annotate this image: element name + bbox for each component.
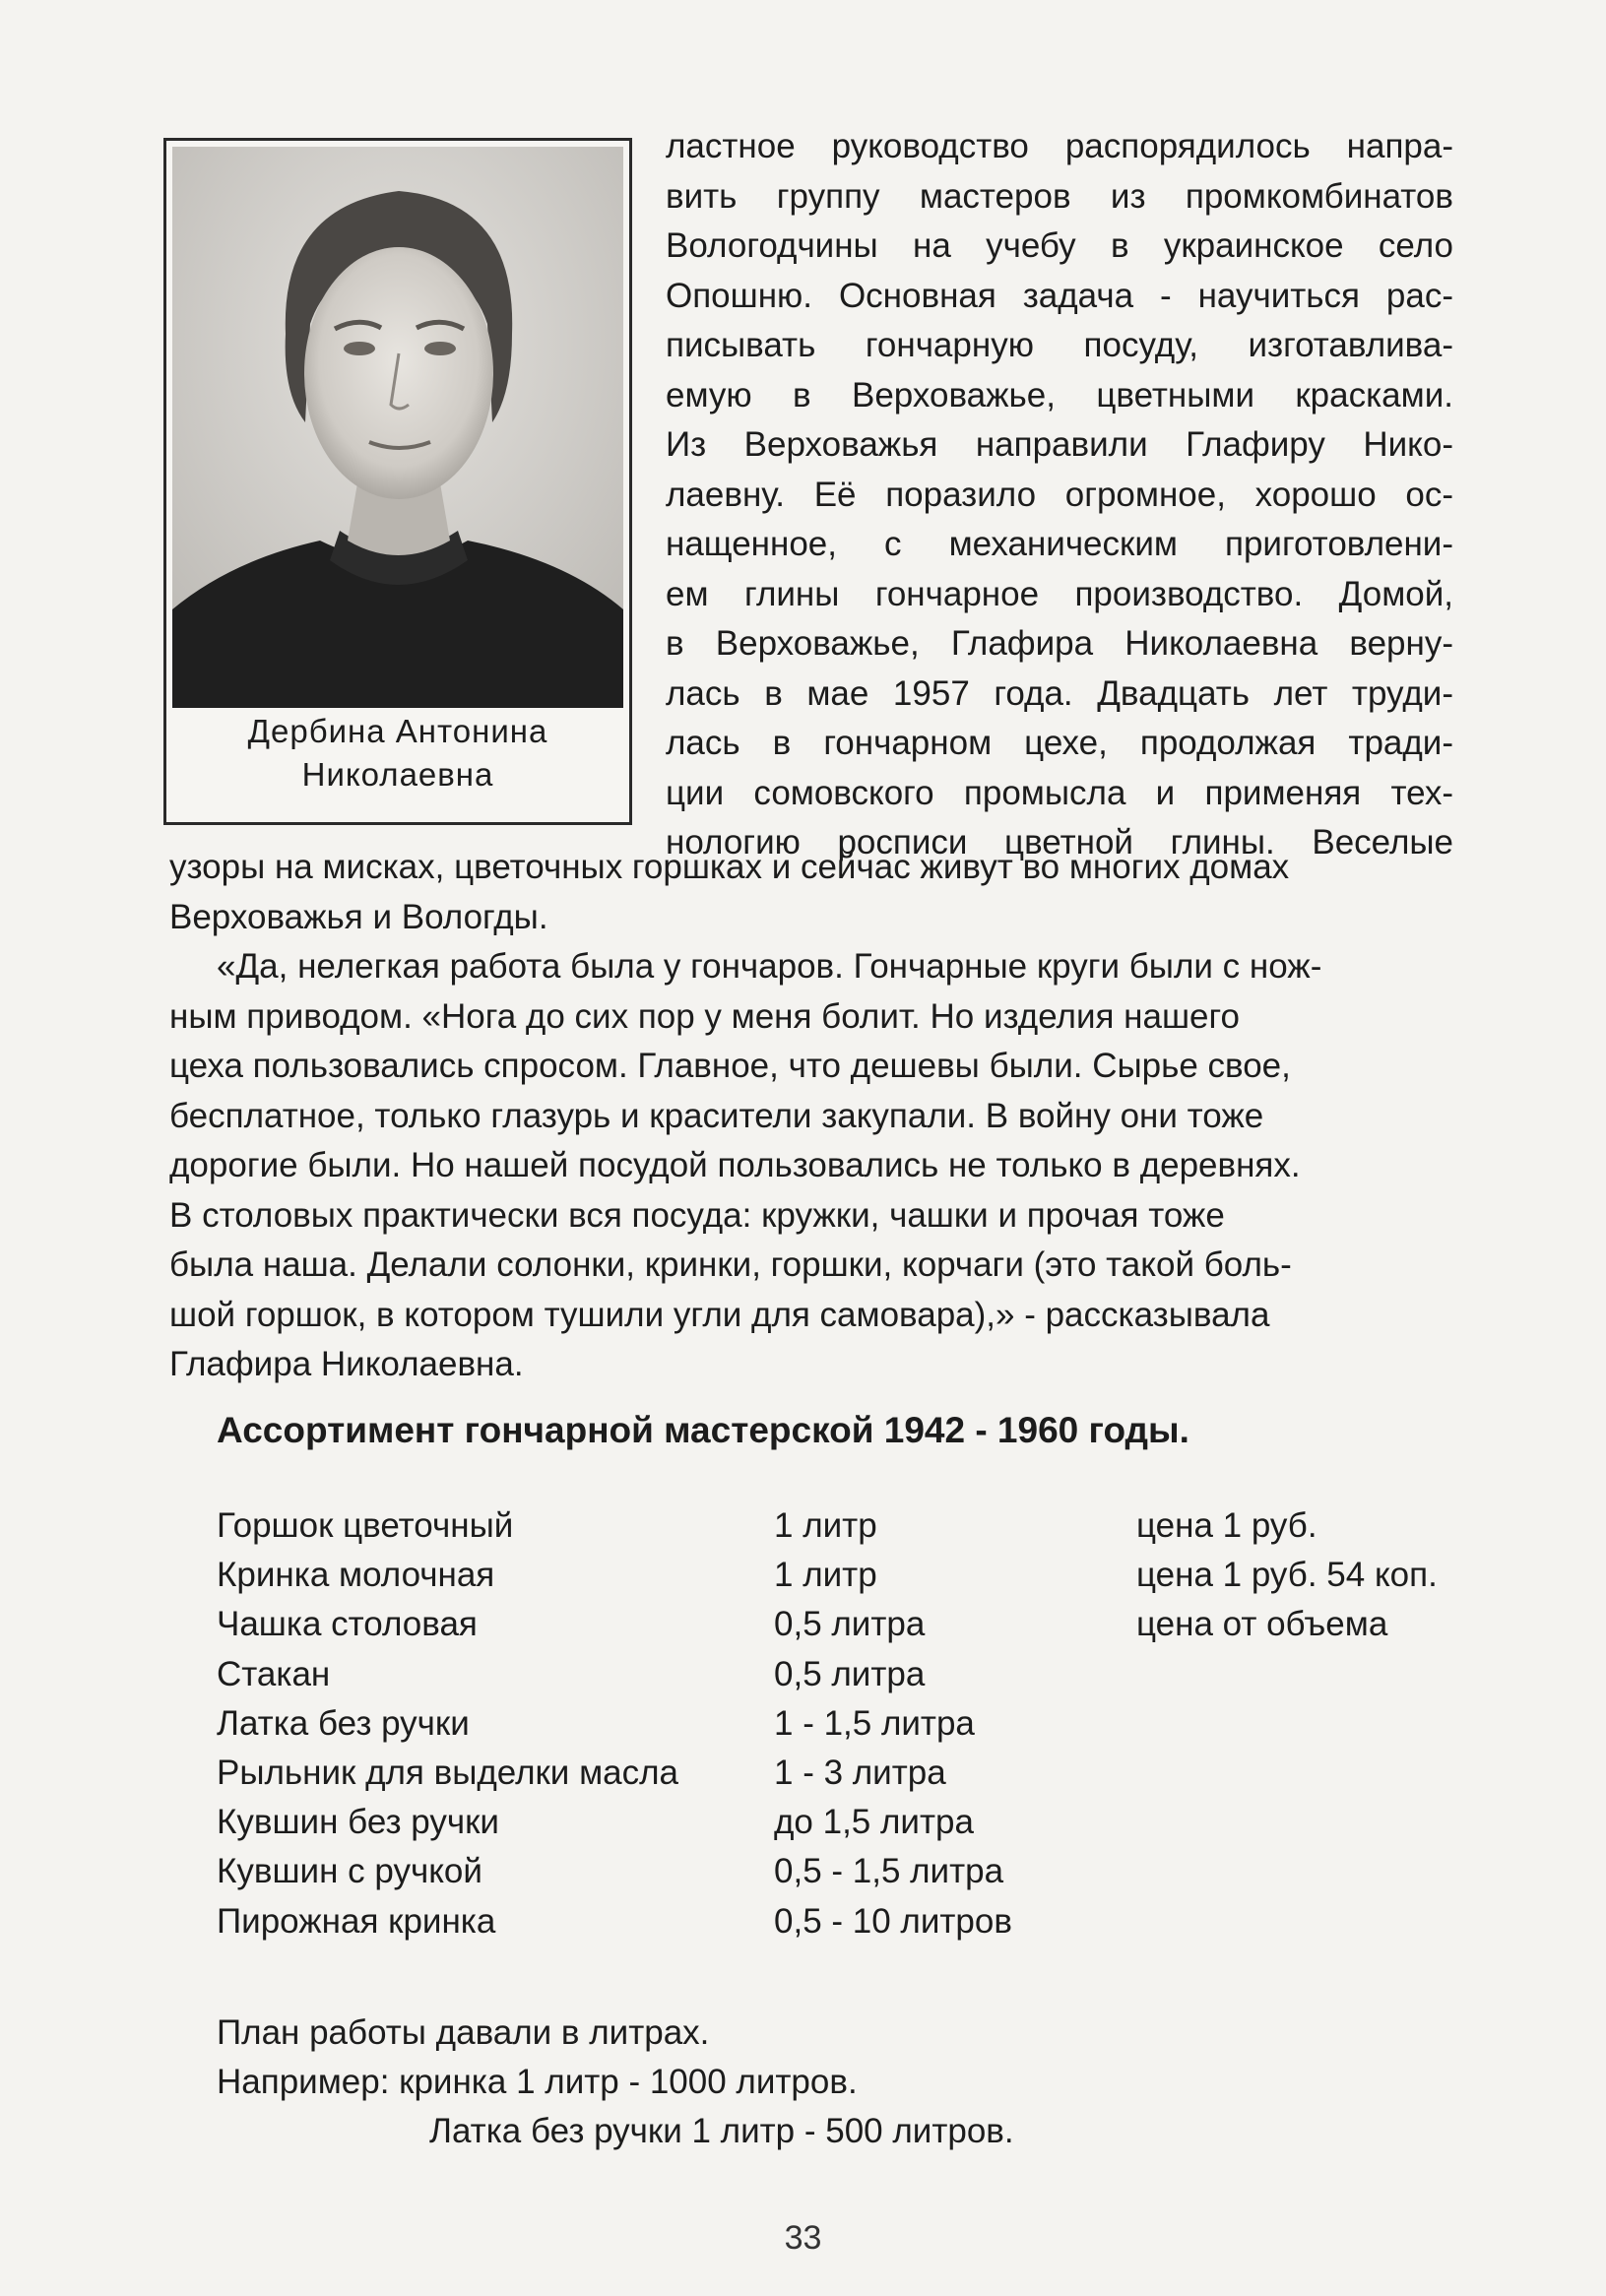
item-name: Горшок цветочный — [217, 1506, 514, 1545]
text-line: цеха пользовались спросом. Главное, что дешевы были. Сырье свое, — [169, 1047, 1291, 1085]
caption-line: Николаевна — [301, 756, 494, 793]
item-name: Кувшин без ручки — [217, 1803, 499, 1842]
text-line: План работы давали в литрах. — [217, 2013, 710, 2052]
table-row — [217, 1704, 1487, 1754]
item-volume: 0,5 литра — [774, 1654, 926, 1693]
text-line: писывать гончарную посуду, изготавлива- — [666, 326, 1453, 364]
item-price: цена 1 руб. 54 коп. — [1136, 1556, 1438, 1595]
text-line: шой горшок, в котором тушили угли для самовара),» - рассказывала — [169, 1295, 1270, 1334]
table-row — [217, 1754, 1487, 1803]
text-line: вить группу мастеров из промкомбинатов — [666, 176, 1453, 216]
text-line: в Верховажье, Глафира Николаевна верну- — [666, 624, 1453, 663]
table-row — [217, 1556, 1487, 1605]
item-volume: до 1,5 литра — [774, 1803, 974, 1842]
table-row — [217, 1902, 1487, 1951]
item-name: Пирожная кринка — [217, 1901, 496, 1941]
text-line: ластное руководство распорядилось напра- — [666, 127, 1453, 165]
item-volume: 1 - 3 литра — [774, 1753, 946, 1792]
text-line: Из Верховажья направили Глафиру Нико- — [666, 425, 1453, 464]
text-line: лась в гончарном цехе, продолжая тради- — [666, 724, 1453, 762]
text-line: нащенное, с механическим приготовлени- — [666, 525, 1453, 563]
item-volume: 0,5 - 10 литров — [774, 1901, 1012, 1941]
portrait-image — [172, 147, 623, 708]
text-line: ции сомовского промысла и применяя тех- — [666, 773, 1453, 812]
portrait-caption — [166, 710, 629, 797]
text-line: лась в мае 1957 года. Двадцать лет труди- — [666, 673, 1453, 713]
text-line: Опошню. Основная задача - научиться рас- — [666, 276, 1453, 315]
item-name: Кринка молочная — [217, 1556, 495, 1595]
assortment-heading: Ассортимент гончарной мастерской 1942 - 1960 годы. — [217, 1410, 1189, 1450]
text-line: нологию росписи цветной глины. Веселые — [666, 823, 1453, 861]
wrapped-paragraph — [666, 122, 1453, 868]
text-line: В столовых практически вся посуда: кружки, чашки и прочая тоже — [169, 1195, 1225, 1235]
table-row — [217, 1605, 1487, 1654]
item-volume: 0,5 - 1,5 литра — [774, 1852, 1004, 1891]
item-price: цена 1 руб. — [1136, 1506, 1317, 1545]
item-name: Чашка столовая — [217, 1605, 478, 1644]
item-volume: 1 литр — [774, 1506, 877, 1545]
table-row — [217, 1852, 1487, 1901]
text-line: емую в Верховажье, цветными красками. — [666, 375, 1453, 415]
text-line: лаевну. Её поразило огромное, хорошо ос- — [666, 475, 1453, 514]
text-line: Верховажья и Вологды. — [169, 897, 548, 936]
table-row — [217, 1655, 1487, 1704]
text-line: Вологодчины на учебу в украинское село — [666, 226, 1453, 265]
table-row — [217, 1506, 1487, 1556]
text-line: Латка без ручки 1 литр - 500 литров. — [429, 2112, 1014, 2150]
item-name: Латка без ручки — [217, 1703, 470, 1743]
caption-line: Дербина Антонина — [247, 713, 548, 749]
item-volume: 1 литр — [774, 1556, 877, 1595]
text-line: ем глины гончарное производство. Домой, — [666, 574, 1453, 613]
assortment-table — [217, 1506, 1487, 1951]
item-name: Кувшин с ручкой — [217, 1852, 482, 1891]
item-price: цена от объема — [1136, 1605, 1388, 1644]
item-name: Стакан — [217, 1654, 331, 1693]
text-line: узоры на мисках, цветочных горшках и сейчас живут во многих домах — [169, 848, 1290, 886]
portrait-figure — [163, 138, 632, 825]
item-volume: 0,5 литра — [774, 1605, 926, 1644]
text-line: Глафира Николаевна. — [169, 1345, 524, 1383]
text-line: ным приводом. «Нога до сих пор у меня болит. Но изделия нашего — [169, 996, 1240, 1036]
item-name: Рыльник для выделки масла — [217, 1753, 678, 1792]
text-line: бесплатное, только глазурь и красители закупали. В войну они тоже — [169, 1096, 1264, 1135]
table-row — [217, 1803, 1487, 1852]
text-line: «Да, нелегкая работа была у гончаров. Гончарные круги были с нож- — [217, 947, 1322, 986]
portrait-photo — [172, 147, 623, 708]
plan-notes — [217, 2009, 1014, 2156]
item-volume: 1 - 1,5 литра — [774, 1703, 975, 1743]
text-line: Например: кринка 1 литр - 1000 литров. — [217, 2063, 858, 2101]
text-line: дорогие были. Но нашей посудой пользовались не только в деревнях. — [169, 1146, 1301, 1184]
text-line: была наша. Делали солонки, кринки, горшки, корчаги (это такой боль- — [169, 1245, 1292, 1284]
page-number: 33 — [784, 2219, 822, 2257]
body-paragraph — [169, 843, 1453, 1390]
